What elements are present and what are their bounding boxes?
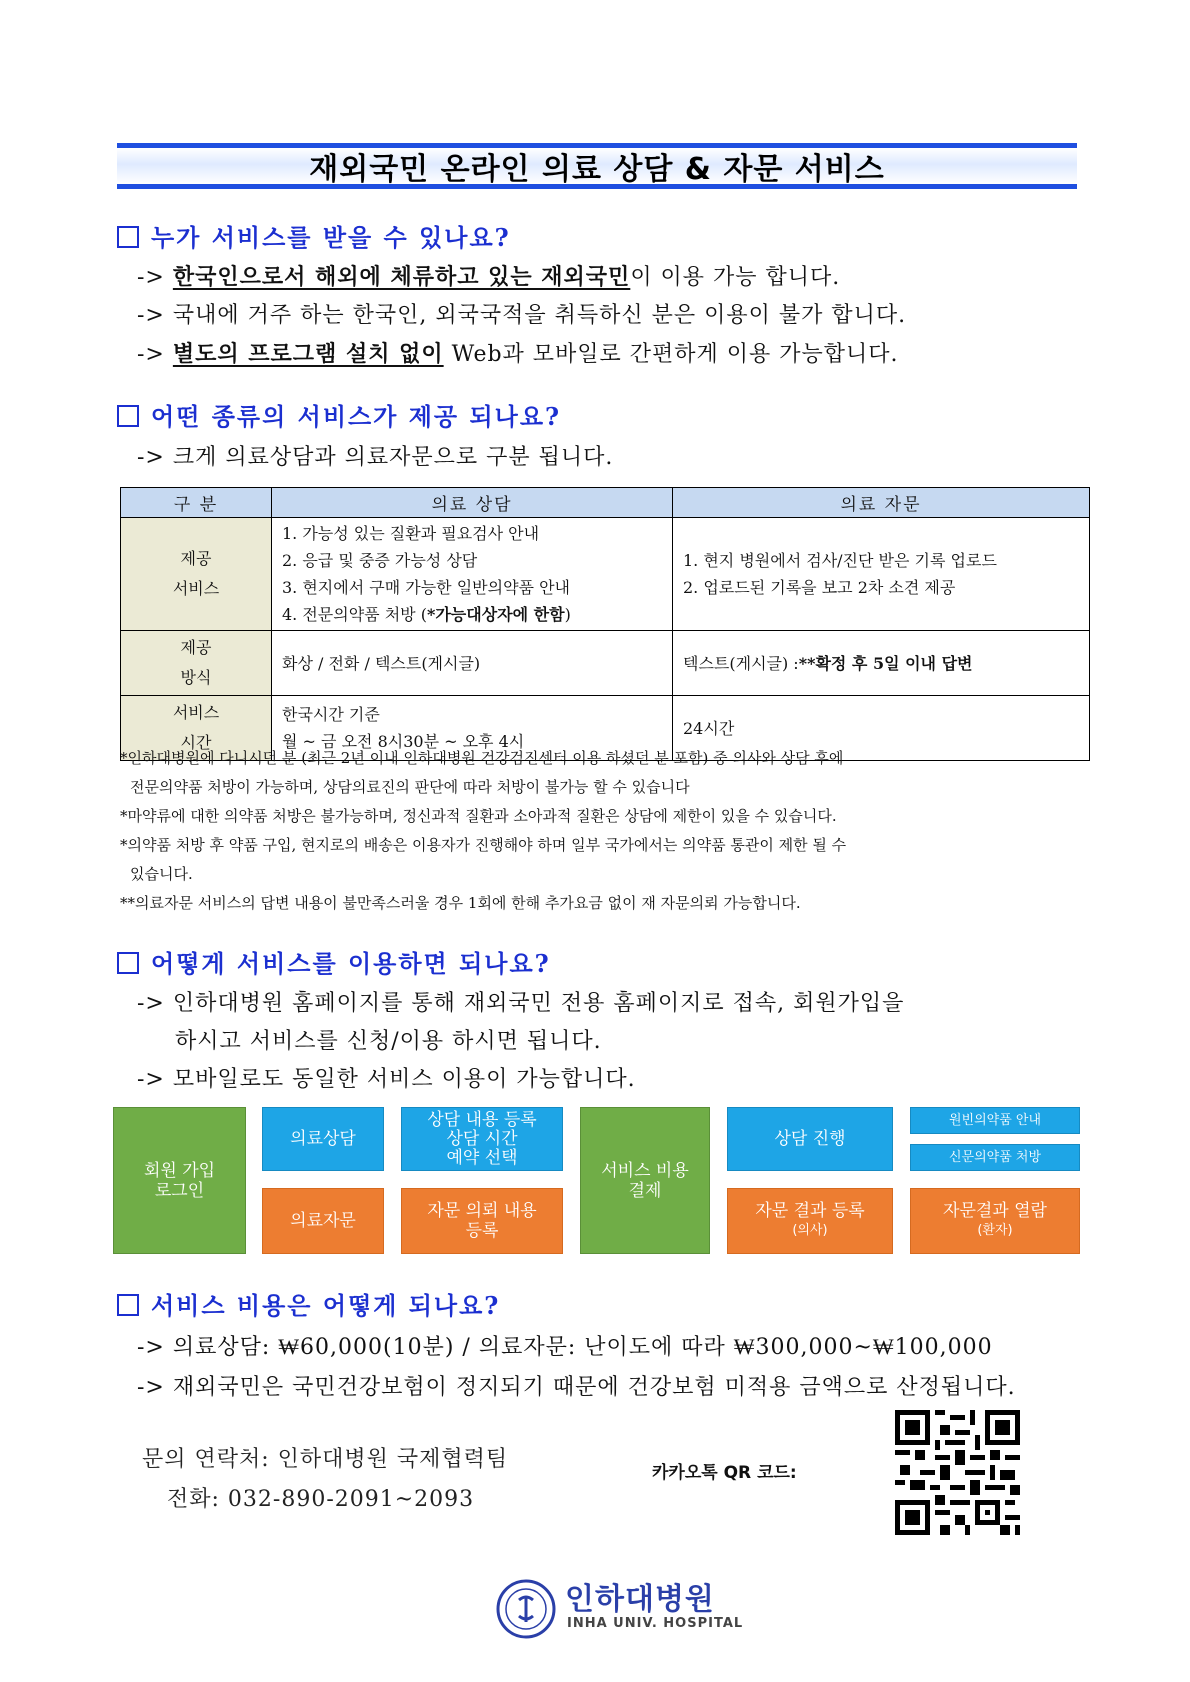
qr-label: 카카오톡 QR 코드: (652, 1463, 797, 1483)
flow-advice-result: 자문 결과 등록 (의사) (727, 1188, 893, 1254)
logo-name-ko: 인하대병원 (565, 1582, 715, 1617)
logo-name-en: INHA UNIV. HOSPITAL (567, 1616, 744, 1631)
table-header: 구 분 (121, 488, 272, 518)
note-line: **의료자문 서비스의 답변 내용이 불만족스러울 경우 1회에 한해 추가요금 없이 재 자문의뢰 가능합니다. (120, 894, 801, 912)
section3-line2: 하시고 서비스를 신청/이용 하시면 됩니다. (175, 1029, 602, 1054)
flow-consult: 의료상담 (262, 1107, 384, 1171)
notes (120, 744, 1100, 918)
advice-method: 텍스트(게시글) :**확정 후 5일 이내 답변 (673, 631, 1090, 696)
checkbox-square-icon (117, 226, 139, 248)
note-line: *인하대병원에 다니시던 분 (최근 2년 이내 인하대병원 건강검진센터 이용 하셨던 분 포함) 중 의사와 상담 후에 (120, 749, 844, 767)
table-header: 의료 자문 (673, 488, 1090, 518)
checkbox-square-icon (117, 1294, 139, 1316)
note-line: 있습니다. (130, 865, 193, 883)
section1-heading: 누가 서비스를 받을 수 있나요? (117, 218, 511, 253)
flow-consult-proceed: 상담 진행 (727, 1107, 893, 1171)
row-label: 제공 방식 (121, 631, 272, 696)
qr-code-icon[interactable] (895, 1410, 1020, 1535)
flow-advice-register: 자문 의뢰 내용 등록 (401, 1188, 563, 1254)
consult-services: 1. 가능성 있는 질환과 필요검사 안내 2. 응급 및 중증 가능성 상담 3. 현지에서 구매 가능한 일반의약품 안내 4. 전문의약품 처방 (*가능대상자에 한함) (272, 518, 673, 631)
page-title: 재외국민 온라인 의료 상담 & 자문 서비스 (309, 152, 885, 187)
flow-otc-guide: 원빈의약품 안내 (910, 1107, 1080, 1134)
note-line: *의약품 처방 후 약품 구입, 현지로의 배송은 이용자가 진행해야 하며 일부 국가에서는 의약품 통관이 제한 될 수 (120, 836, 847, 854)
flow-consult-register: 상담 내용 등록 상담 시간 예약 선택 (401, 1107, 563, 1171)
table-row (121, 631, 1090, 696)
row-label: 제공 서비스 (121, 518, 272, 631)
section2-heading: 어떤 종류의 서비스가 제공 되나요? (117, 397, 561, 432)
section4-line1: -> 의료상담: ₩60,000(10분) / 의료자문: 난이도에 따라 ₩300,000~₩100,000 (137, 1335, 993, 1360)
flow-rx: 신문의약품 처방 (910, 1144, 1080, 1171)
section1-line3: -> 별도의 프로그램 설치 없이 Web과 모바일로 간편하게 이용 가능합니다. (137, 341, 899, 367)
section1-line1: -> 한국인으로서 해외에 체류하고 있는 재외국민이 이용 가능 합니다. (137, 264, 841, 290)
checkbox-square-icon (117, 952, 139, 974)
hospital-emblem-icon (495, 1578, 557, 1640)
flow-payment: 서비스 비용 결제 (580, 1107, 710, 1254)
table-header: 의료 상담 (272, 488, 673, 518)
section3-line1: -> 인하대병원 홈페이지를 통해 재외국민 전용 홈페이지로 접속, 회원가입을 (137, 991, 905, 1016)
service-table (120, 487, 1090, 761)
consult-method: 화상 / 전화 / 텍스트(게시글) (272, 631, 673, 696)
note-line: *마약류에 대한 의약품 처방은 불가능하며, 정신과적 질환과 소아과적 질환은 상담에 제한이 있을 수 있습니다. (120, 807, 837, 825)
section3-line3: -> 모바일로도 동일한 서비스 이용이 가능합니다. (137, 1067, 636, 1092)
section4-line2: -> 재외국민은 국민건강보험이 정지되기 때문에 건강보험 미적용 금액으로 산정됩니다. (137, 1375, 1016, 1400)
section4-heading: 서비스 비용은 어떻게 되나요? (117, 1286, 500, 1321)
advice-services: 1. 현지 병원에서 검사/진단 받은 기록 업로드 2. 업로드된 기록을 보고 2차 소견 제공 (673, 518, 1090, 631)
section3-heading: 어떻게 서비스를 이용하면 되나요? (117, 944, 551, 979)
section1-line2: -> 국내에 거주 하는 한국인, 외국국적을 취득하신 분은 이용이 불가 합니다. (137, 303, 907, 328)
contact-team: 문의 연락처: 인하대병원 국제협력팀 (142, 1447, 509, 1472)
flow-join-login: 회원 가입 로그인 (113, 1107, 246, 1254)
table-header-row (121, 488, 1090, 518)
flow-advice: 의료자문 (262, 1188, 384, 1254)
note-line: 전문의약품 처방이 가능하며, 상담의료진의 판단에 따라 처방이 불가능 할 수 있습니다 (130, 778, 690, 796)
advice-hours: 24시간 (673, 696, 1090, 761)
table-row (121, 518, 1090, 631)
checkbox-square-icon (117, 405, 139, 427)
section2-line1: -> 크게 의료상담과 의료자문으로 구분 됩니다. (137, 445, 614, 470)
contact-phone: 전화: 032-890-2091~2093 (167, 1487, 475, 1512)
consult-hours: 한국시간 기준 월 ~ 금 오전 8시30분 ~ 오후 4시 (272, 696, 673, 761)
row-label: 서비스 시간 (121, 696, 272, 761)
title-banner (117, 143, 1077, 189)
flow-advice-view: 자문결과 열람 (환자) (910, 1188, 1080, 1254)
